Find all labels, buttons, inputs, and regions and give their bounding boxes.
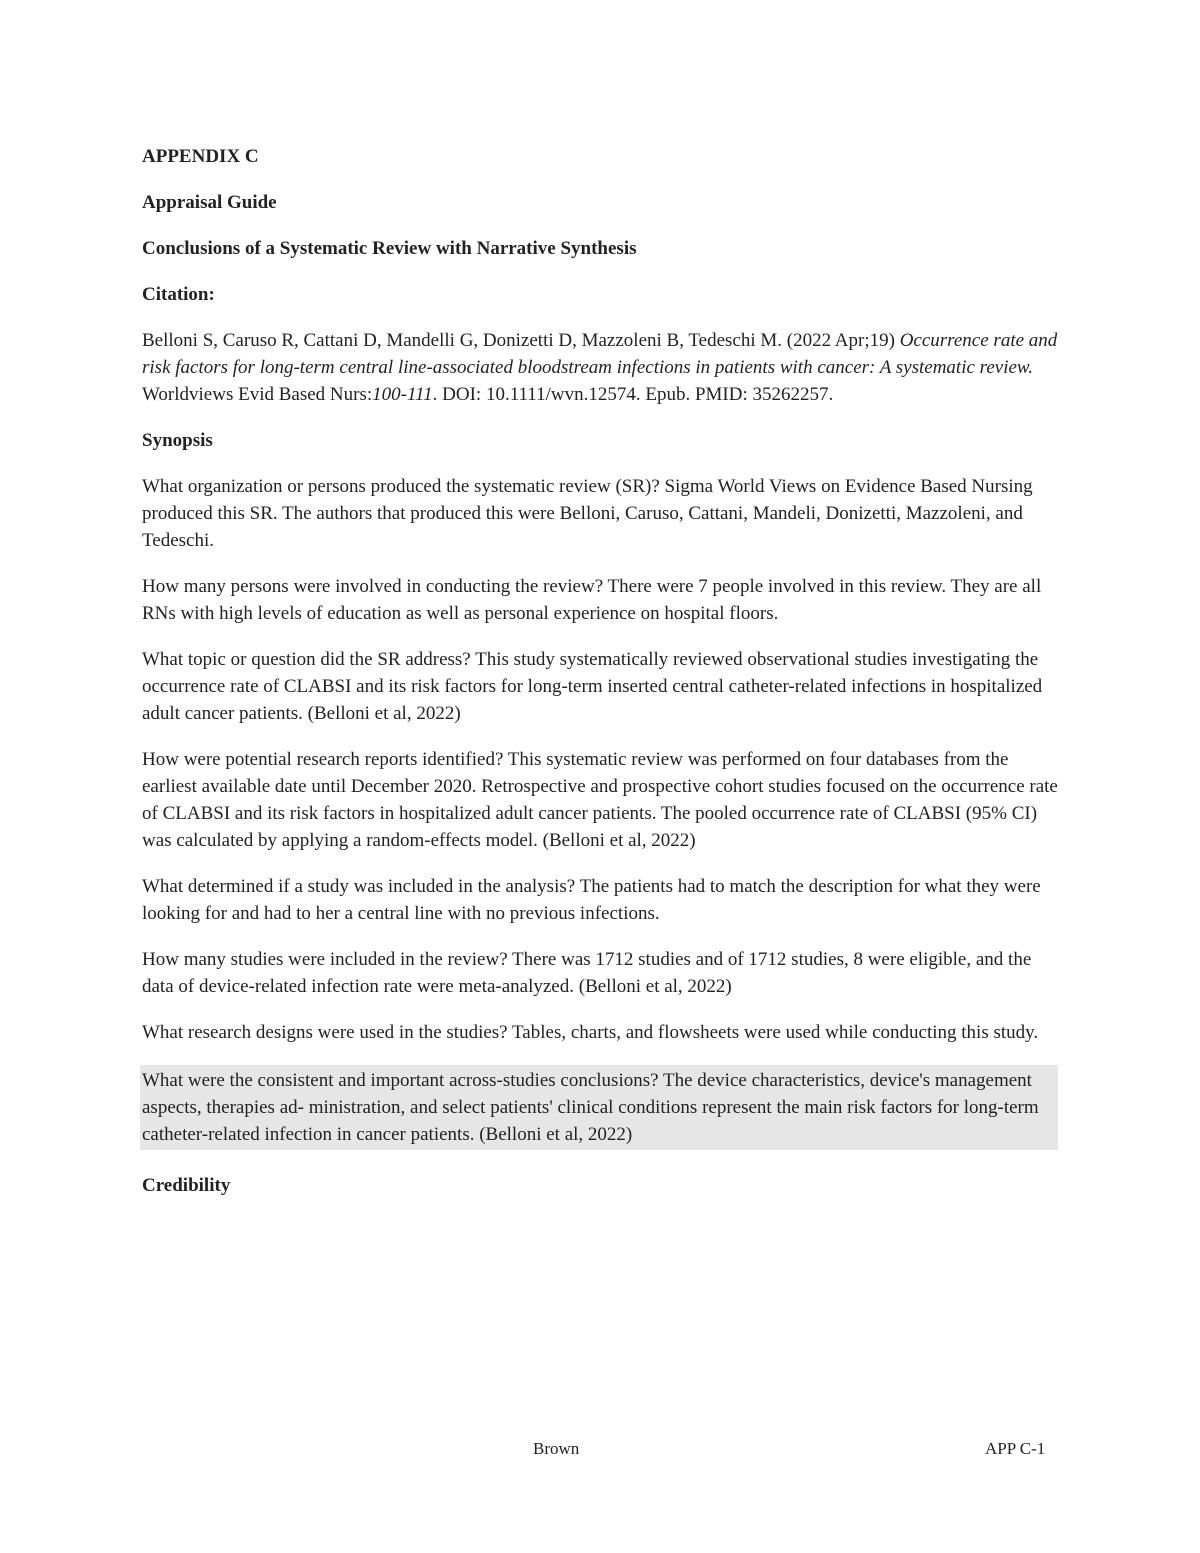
synopsis-paragraph-study-count: How many studies were included in the review? There was 1712 studies and of 1712 studies, 8 were eligible, and the data of device-related infection rate were meta-analyzed. (Belloni et al, 2022) — [142, 949, 1032, 997]
document-body — [142, 143, 1060, 1218]
page-footer — [0, 1437, 1200, 1461]
synopsis-paragraph-organization: What organization or persons produced the systematic review (SR)? Sigma World Views on Evidence Based Nursing produced this SR. The authors that produced this were Belloni, Caruso, Cattani, Mandeli, Donizetti, Mazzoleni, and Tedeschi. — [142, 476, 1033, 551]
citation-authors-date: Belloni S, Caruso R, Cattani D, Mandelli G, Donizetti D, Mazzoleni B, Tedeschi M. (2022 Apr;19) — [142, 330, 900, 351]
synopsis-heading: Synopsis — [142, 430, 213, 451]
synopsis-paragraph-persons: How many persons were involved in conducting the review? There were 7 people involved in this review. They are all RNs with high levels of education as well as personal experience on hospital floors. — [142, 576, 1042, 624]
citation-article-title: Occurrence rate and risk factors for long-term central line-associated bloodstream infections in patients with cancer: A systematic review. — [142, 330, 1058, 378]
synopsis-paragraph-identification: How were potential research reports identified? This systematic review was performed on four databases from the earliest available date until December 2020. Retrospective and prospective cohort studies focused on the occurrence rate of CLABSI and its risk factors in hospitalized adult cancer patients. The pooled occurrence rate of CLABSI (95% CI) was calculated by applying a random-effects model. (Belloni et al, 2022) — [142, 749, 1058, 851]
synopsis-paragraph-designs: What research designs were used in the studies? Tables, charts, and flowsheets were used while conducting this study. — [142, 1022, 1039, 1043]
citation-doi: . DOI: 10.1111/wvn.12574. Epub. PMID: 35262257. — [432, 384, 834, 405]
citation-label: Citation: — [142, 284, 215, 305]
citation-pages: 100-111 — [372, 384, 433, 405]
footer-page-number: APP C-1 — [985, 1439, 1046, 1458]
document-title: Conclusions of a Systematic Review with Narrative Synthesis — [142, 238, 637, 259]
synopsis-paragraph-topic: What topic or question did the SR address? This study systematically reviewed observational studies investigating the occurrence rate of CLABSI and its risk factors for long-term inserted central catheter-related infections in hospitalized adult cancer patients. (Belloni et al, 2022) — [142, 649, 1043, 724]
appendix-heading: APPENDIX C — [142, 146, 259, 167]
guide-heading: Appraisal Guide — [142, 192, 277, 213]
citation-journal: Worldviews Evid Based Nurs: — [142, 384, 373, 405]
footer-author: Brown — [533, 1439, 580, 1458]
synopsis-paragraph-inclusion: What determined if a study was included in the analysis? The patients had to match the description for what they were looking for and had to her a central line with no previous infections. — [142, 876, 1041, 924]
citation-text — [142, 327, 1060, 408]
highlighted-conclusions-paragraph: What were the consistent and important across-studies conclusions? The device characteristics, device's management aspects, therapies ad- ministration, and select patients' clinical conditions represent the main risk factors for long-term catheter-related infection in cancer patients. (Belloni et al, 2022) — [140, 1065, 1058, 1150]
credibility-heading: Credibility — [142, 1175, 231, 1196]
